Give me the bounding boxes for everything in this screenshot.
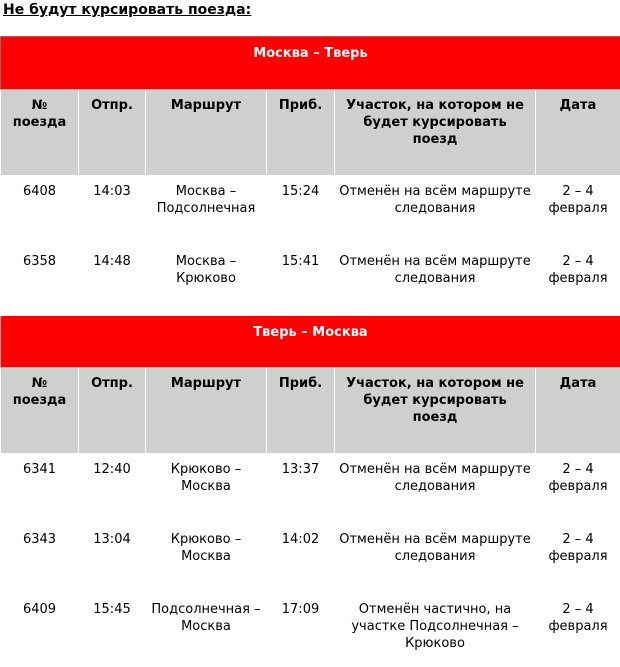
train-number: 6409 <box>1 594 79 666</box>
column-header-route: Маршрут <box>146 90 267 176</box>
date-range: 2 – 4 февраля <box>536 246 620 316</box>
column-header-row <box>1 368 620 454</box>
table-row <box>1 246 620 316</box>
column-header-arrival: Приб. <box>267 368 335 454</box>
column-header-route: Маршрут <box>146 368 267 454</box>
page-title: Не будут курсировать поезда: <box>3 2 252 18</box>
column-header-date: Дата <box>536 368 620 454</box>
section-header <box>1 316 620 368</box>
train-number: 6358 <box>1 246 79 316</box>
date-range: 2 – 4 февраля <box>536 454 620 524</box>
arrival-time: 15:41 <box>267 246 335 316</box>
schedule-table <box>0 36 620 666</box>
column-header-row <box>1 90 620 176</box>
table-row <box>1 594 620 666</box>
section-header <box>1 37 620 90</box>
column-header-date: Дата <box>536 90 620 176</box>
departure-time: 15:45 <box>79 594 146 666</box>
column-header-departure: Отпр. <box>79 90 146 176</box>
arrival-time: 17:09 <box>267 594 335 666</box>
departure-time: 14:48 <box>79 246 146 316</box>
cancelled-segment: Отменён частично, на участке Подсолнечная – Крюково <box>335 594 536 666</box>
arrival-time: 15:24 <box>267 176 335 246</box>
date-range: 2 – 4 февраля <box>536 176 620 246</box>
cancelled-segment: Отменён на всём маршруте следования <box>335 176 536 246</box>
arrival-time: 14:02 <box>267 524 335 594</box>
departure-time: 12:40 <box>79 454 146 524</box>
cancelled-segment: Отменён на всём маршруте следования <box>335 246 536 316</box>
route: Москва – Подсолнечная <box>146 176 267 246</box>
train-number: 6343 <box>1 524 79 594</box>
cancelled-segment: Отменён на всём маршруте следования <box>335 454 536 524</box>
date-range: 2 – 4 февраля <box>536 594 620 666</box>
cancelled-segment: Отменён на всём маршруте следования <box>335 524 536 594</box>
table-row <box>1 176 620 246</box>
route: Крюково – Москва <box>146 524 267 594</box>
date-range: 2 – 4 февраля <box>536 524 620 594</box>
departure-time: 13:04 <box>79 524 146 594</box>
column-header-segment: Участок, на котором не будет курсировать поезд <box>335 368 536 454</box>
section-title: Москва – Тверь <box>1 37 620 90</box>
table-row <box>1 524 620 594</box>
route: Подсолнечная – Москва <box>146 594 267 666</box>
column-header-train: № поезда <box>1 90 79 176</box>
column-header-train: № поезда <box>1 368 79 454</box>
route: Крюково – Москва <box>146 454 267 524</box>
column-header-arrival: Приб. <box>267 90 335 176</box>
departure-time: 14:03 <box>79 176 146 246</box>
section-title: Тверь – Москва <box>1 316 620 368</box>
train-number: 6408 <box>1 176 79 246</box>
column-header-departure: Отпр. <box>79 368 146 454</box>
arrival-time: 13:37 <box>267 454 335 524</box>
train-number: 6341 <box>1 454 79 524</box>
column-header-segment: Участок, на котором не будет курсировать поезд <box>335 90 536 176</box>
route: Москва – Крюково <box>146 246 267 316</box>
table-row <box>1 454 620 524</box>
